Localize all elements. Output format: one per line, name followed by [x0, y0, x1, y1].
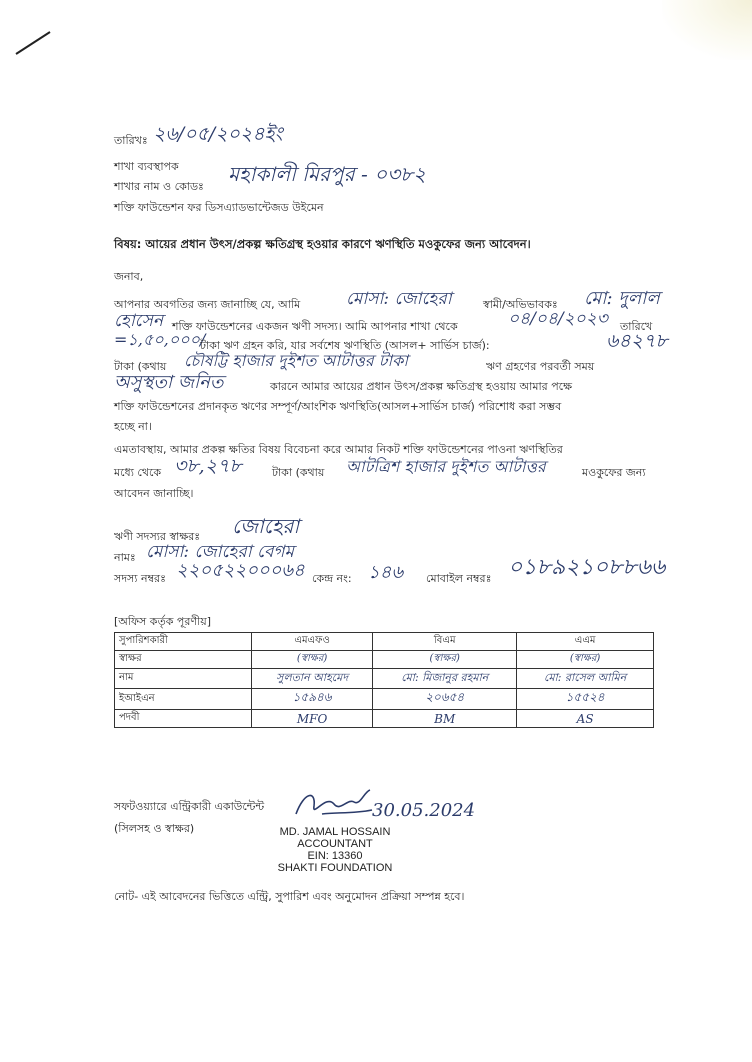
member-name-value: মোসা: জোহেরা বেগম — [146, 542, 294, 562]
body-text: স্বামী/অভিভাবকঃ — [483, 298, 558, 311]
table-cell: ১৫৫২৪ — [517, 689, 654, 710]
stamp-line: ACCOUNTANT — [297, 838, 373, 850]
body-text: টাকা ঋণ গ্রহন করি, যার সর্বশেষ ঋণস্থিতি (আসল+ সার্ভিস চার্জ): — [200, 339, 490, 352]
stamp-line: MD. JAMAL HOSSAIN — [279, 826, 391, 838]
body-text: হচ্ছে না। — [114, 420, 152, 433]
date-value: ২৬/০৫/২০২৪ইং — [153, 123, 283, 145]
table-cell: ১৫৯৪৬ — [252, 689, 373, 710]
mobile-value: ০১৮৯২১০৮৮৬৬ — [508, 555, 666, 580]
mobile-label: মোবাইল নম্বরঃ — [426, 572, 492, 585]
guardian-hand: মো: দুলাল — [584, 288, 660, 309]
guardian-hand-2: হোসেন — [114, 311, 163, 331]
member-name-label: নামঃ — [114, 551, 136, 564]
body-text: মওকুফের জন্য — [582, 466, 646, 479]
signature-cell: (স্বাক্ষর) — [373, 651, 517, 669]
body-text: টাকা (কথায় — [272, 466, 325, 479]
table-cell: মো: মিজানুর রহমান — [373, 669, 517, 689]
subject-line: বিষয়: আয়ের প্রধান উৎস/প্রকল্প ক্ষতিগ্রস্থ হওয়ার কারণে ঋণস্থিতি মওকুফের জন্য আবেদন। — [114, 237, 531, 251]
loan-amount-hand: =১,৫০,০০০/ — [114, 330, 206, 349]
stamp-line: SHAKTI FOUNDATION — [277, 862, 393, 874]
body-text: ঋণ গ্রহণের পরবর্তী সময় — [486, 360, 595, 373]
accountant-label: সফটওয়্যারে এন্ট্রিকারী একাউন্টেন্ট — [114, 800, 265, 813]
branch-value: মহাকালী মিরপুর - ০৩৮২ — [228, 162, 427, 186]
waiver-amount-hand: ৩৮,২৭৮ — [174, 455, 242, 477]
paper-corner-stain — [662, 0, 752, 60]
balance-words-hand: চৌষট্টি হাজার দুইশত আটাত্তর টাকা — [184, 351, 408, 370]
body-text: আপনার অবগতির জন্য জানাচ্ছি যে, আমি — [114, 298, 301, 311]
date-label: তারিখঃ — [114, 134, 148, 147]
table-row — [115, 710, 654, 728]
table-row — [115, 651, 654, 669]
reason-hand: অসুস্থতা জনিত — [114, 372, 224, 393]
table-cell: সুলতান আহমেদ — [252, 669, 373, 689]
table-cell: AS — [517, 710, 654, 728]
body-text: এমতাবস্থায়, আমার প্রকল্প ক্ষতির বিষয় বিবেচনা করে আমার নিকট শক্তি ফাউন্ডেশনের পাওনা ঋণস্থিতির — [114, 443, 563, 456]
table-header: এমএফও — [252, 633, 373, 651]
stamp-line: EIN: 13360 — [307, 850, 363, 862]
table-row — [115, 669, 654, 689]
table-row — [115, 689, 654, 710]
row-label: পদবী — [115, 710, 252, 728]
body-text: কারনে আমার আয়ের প্রধান উৎস/প্রকল্প ক্ষতিগ্রস্থ হওয়ায় আমার পক্ষে — [270, 380, 573, 393]
member-no-value: ২২০৫২২০০০৬৪ — [176, 560, 305, 581]
balance-hand: ৬৪২৭৮ — [606, 330, 668, 352]
member-signature: জোহেরা — [232, 514, 300, 538]
footnote: নোট- এই আবেদনের ভিত্তিতে এন্ট্রি, সুপারিশ এবং অনুমোদন প্রক্রিয়া সম্পন্ন হবে। — [114, 890, 465, 903]
table-header: বিএম — [373, 633, 517, 651]
row-label: স্বাক্ষর — [115, 651, 252, 669]
pen-mark — [14, 28, 54, 58]
accountant-sub: (সিলসহ ও স্বাক্ষর) — [114, 822, 195, 835]
center-label: কেন্দ্র নং: — [312, 572, 352, 585]
table-header: এএম — [517, 633, 654, 651]
row-label: ইআইএন — [115, 689, 252, 710]
table-cell: MFO — [252, 710, 373, 728]
org-name: শক্তি ফাউন্ডেশন ফর ডিসএ্যাডভান্টেজড উইমেন — [114, 201, 324, 214]
signature-cell: (স্বাক্ষর) — [517, 651, 654, 669]
accountant-stamp — [270, 826, 400, 874]
table-cell: ২০৬৫৪ — [373, 689, 517, 710]
body-text: আবেদন জানাচ্ছি। — [114, 487, 194, 500]
table-header: সুপারিশকারী — [115, 633, 252, 651]
office-caption: [অফিস কর্তৃক পূরণীয়] — [114, 615, 211, 628]
salutation: জনাব, — [114, 270, 144, 283]
table-cell: BM — [373, 710, 517, 728]
accountant-signature — [292, 784, 376, 824]
table-row — [115, 633, 654, 651]
body-text: শক্তি ফাউন্ডেশনের প্রদানকৃত ঋণের সম্পূর্ণ/আংশিক ঋণস্থিতি(আসল+সার্ভিস চার্জ) পরিশোধ করা সম্ভব — [114, 400, 562, 413]
table-cell: মো: রাসেল আমিন — [517, 669, 654, 689]
row-label: নাম — [115, 669, 252, 689]
branch-label: শাখার নাম ও কোডঃ — [114, 180, 204, 193]
office-table — [114, 632, 654, 728]
body-text: টাকা (কথায় — [114, 360, 167, 373]
body-text: শক্তি ফাউন্ডেশনের একজন ঋণী সদস্য। আমি আপনার শাখা থেকে — [172, 320, 458, 333]
member-no-label: সদস্য নম্বরঃ — [114, 572, 166, 585]
waiver-words-hand: আটত্রিশ হাজার দুইশত আটাত্তর — [346, 457, 546, 476]
body-text: তারিখে — [620, 320, 653, 333]
addressee-line: শাখা ব্যবস্থাপক — [114, 160, 179, 173]
loan-date-hand: ০৪/০৪/২০২৩ — [508, 309, 608, 329]
body-text: মধ্যে থেকে — [114, 466, 162, 479]
signature-cell: (স্বাক্ষর) — [252, 651, 373, 669]
accountant-date: 30.05.2024 — [372, 800, 476, 821]
member-sign-label: ঋণী সদস্যর স্বাক্ষরঃ — [114, 530, 201, 543]
center-value: ১৪৬ — [368, 562, 404, 583]
member-name-hand: মোসা: জোহেরা — [346, 289, 452, 309]
